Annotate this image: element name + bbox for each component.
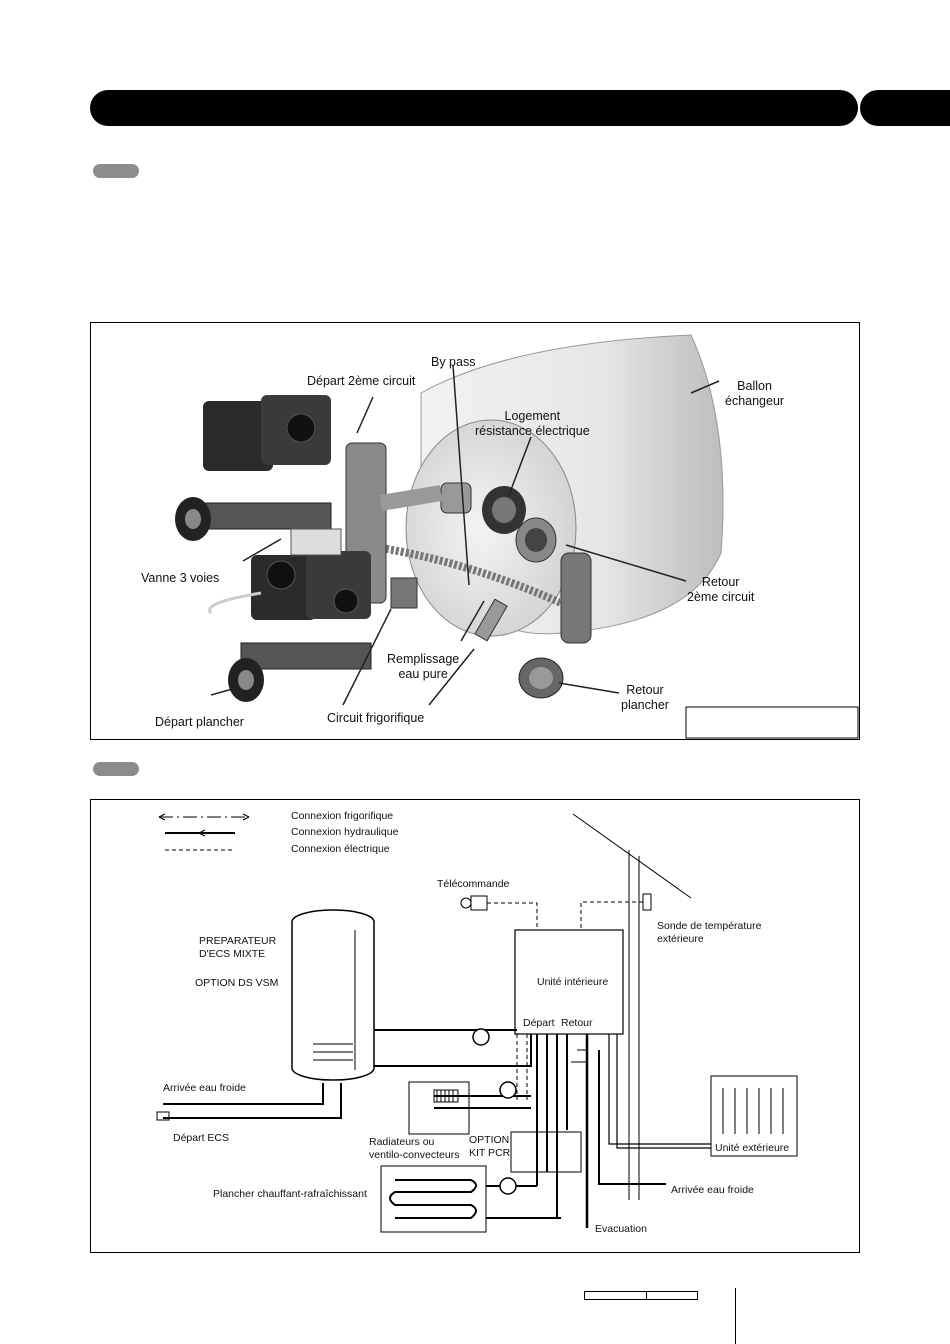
label-remplissage: Remplissage eau pure xyxy=(387,652,460,681)
label-evacuation: Evacuation xyxy=(595,1223,647,1235)
label-depart-ecs: Départ ECS xyxy=(173,1132,230,1144)
label-radiateurs: Radiateurs ou ventilo-convecteurs xyxy=(369,1136,460,1161)
photo-frame xyxy=(90,322,860,740)
footer-box-divider xyxy=(646,1291,647,1300)
label-plancher: Plancher chauffant-rafraîchissant xyxy=(213,1188,367,1200)
diagram-frame xyxy=(90,799,860,1253)
label-depart-2eme-circuit: Départ 2ème circuit xyxy=(307,374,416,388)
label-retour-2eme-circuit: Retour 2ème circuit xyxy=(687,575,755,604)
label-option-kit-pcr: OPTION KIT PCR xyxy=(469,1134,511,1159)
label-telecommande: Télécommande xyxy=(437,878,510,890)
section-marker-1 xyxy=(93,164,139,178)
header-bar xyxy=(90,90,858,126)
label-arrivee-eau-froide-left: Arrivée eau froide xyxy=(163,1082,246,1094)
label-retour: Retour xyxy=(561,1017,593,1029)
label-unite-exterieure: Unité extérieure xyxy=(715,1142,790,1154)
label-retour-plancher: Retour plancher xyxy=(621,683,669,712)
label-unite-interieure: Unité intérieure xyxy=(537,976,609,988)
legend-hydro: Connexion hydraulique xyxy=(291,826,399,838)
label-option-ds: OPTION DS VSM xyxy=(195,977,279,989)
label-depart-plancher: Départ plancher xyxy=(155,715,244,729)
label-ballon-echangeur: Ballon échangeur xyxy=(725,379,785,408)
label-by-pass: By pass xyxy=(431,355,476,369)
label-arrivee-eau-froide-right: Arrivée eau froide xyxy=(671,1184,754,1196)
legend-frigo: Connexion frigorifique xyxy=(291,810,394,822)
label-preparateur: PREPARATEUR D'ECS MIXTE xyxy=(199,935,277,960)
label-logement-resistance: Logement résistance électrique xyxy=(475,409,590,438)
footer-box xyxy=(584,1291,698,1300)
label-depart: Départ xyxy=(523,1017,555,1029)
header-tab xyxy=(860,90,950,126)
legend-elec: Connexion électrique xyxy=(291,843,390,855)
footer-rule xyxy=(735,1288,736,1344)
label-circuit-frigorifique: Circuit frigorifique xyxy=(327,711,425,725)
section-marker-2 xyxy=(93,762,139,776)
label-sonde: Sonde de température extérieure xyxy=(657,920,762,945)
label-vanne-3-voies: Vanne 3 voies xyxy=(141,571,220,585)
